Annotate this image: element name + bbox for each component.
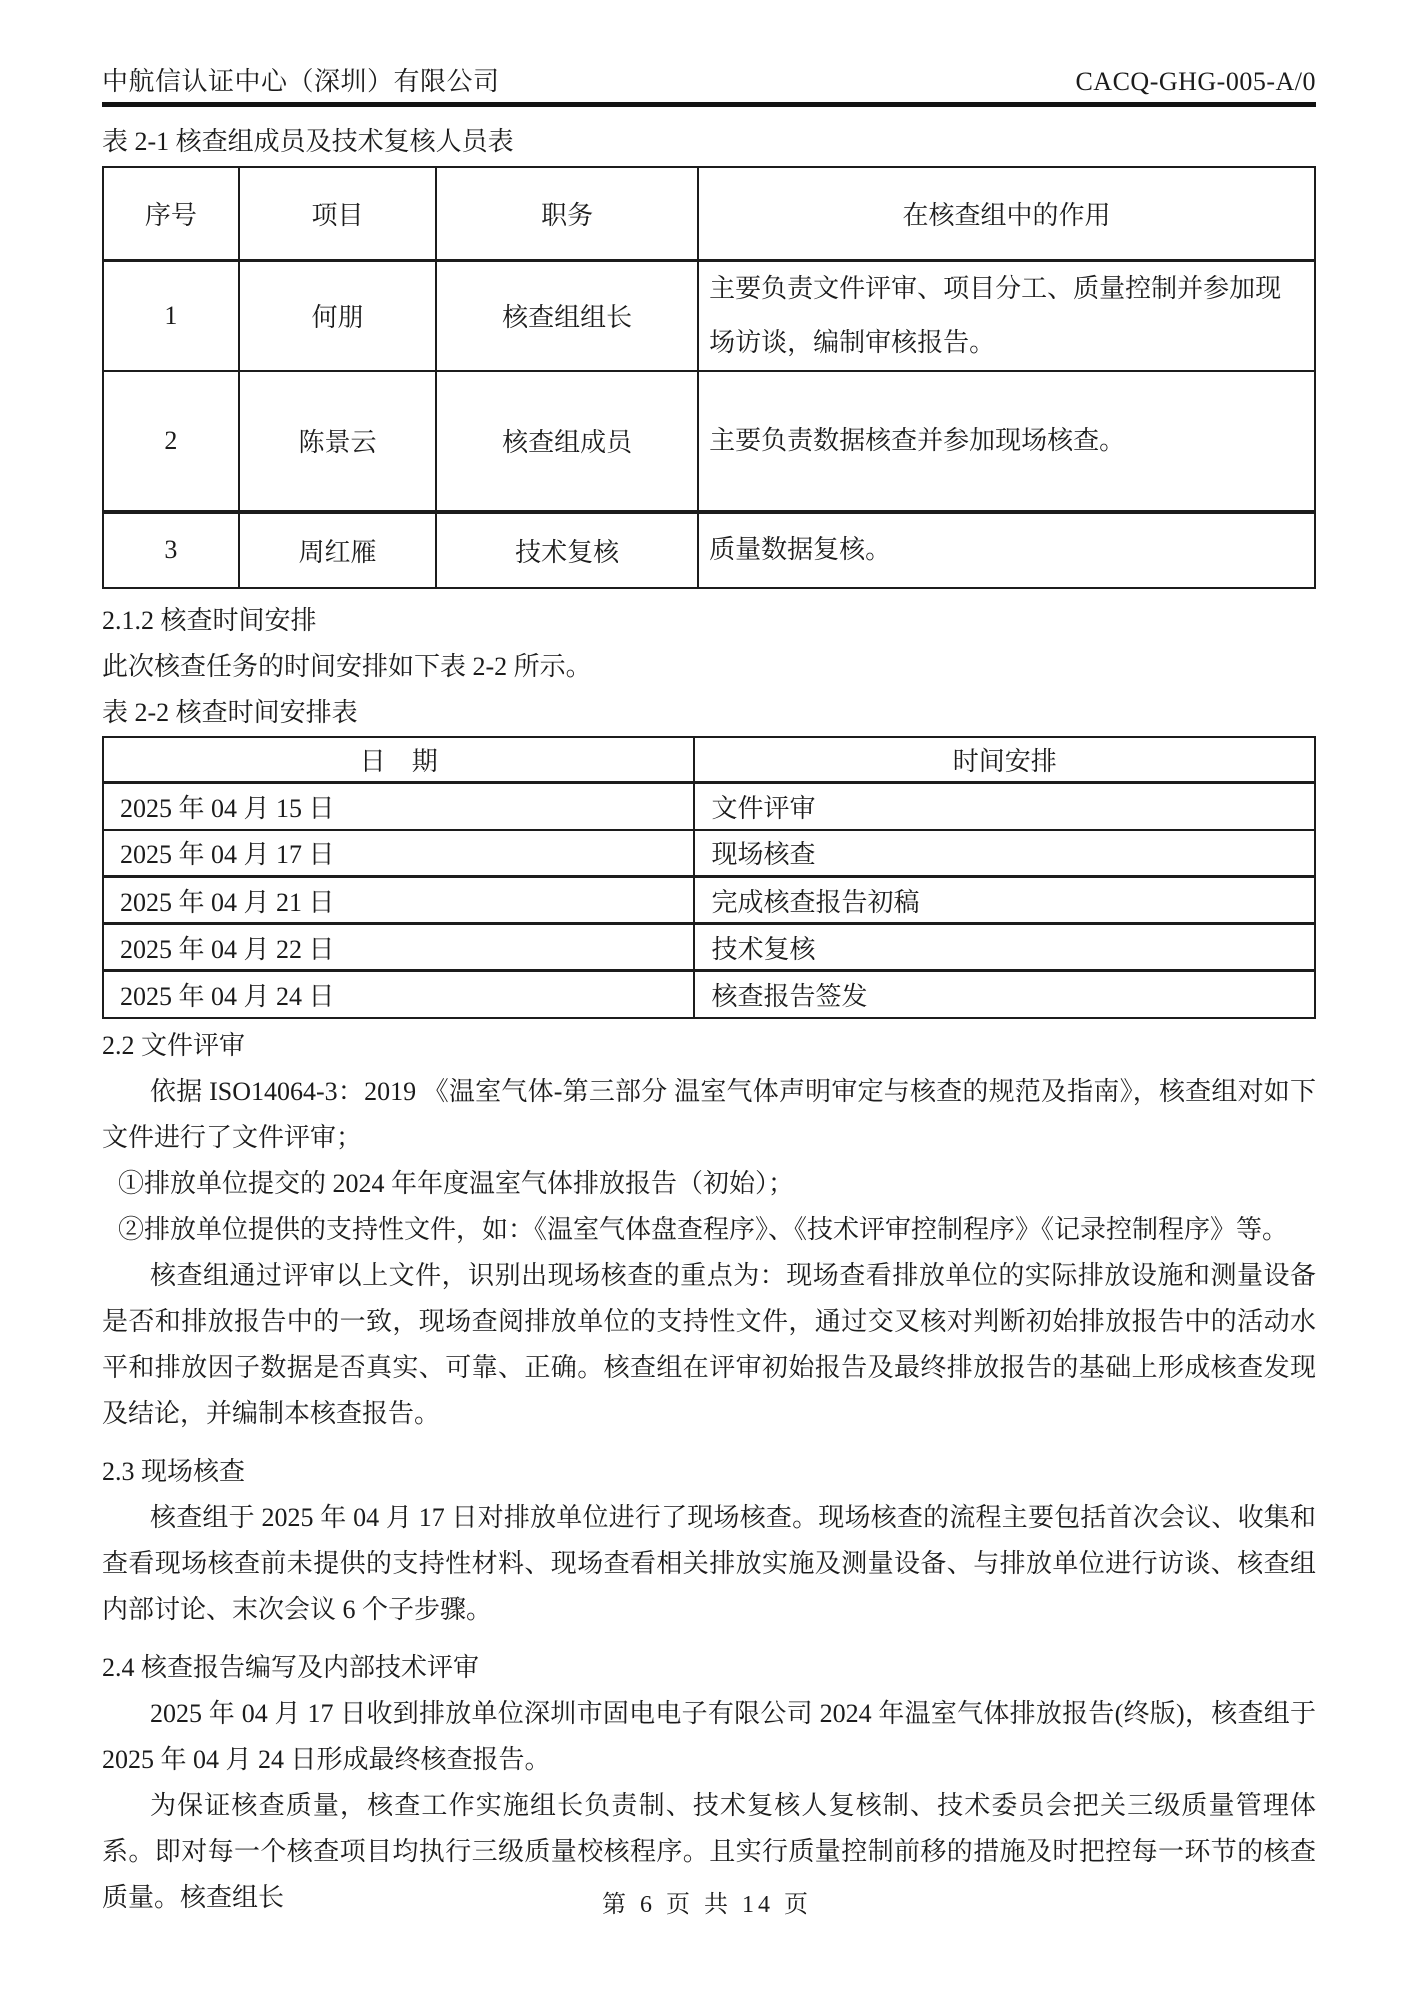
verification-team-table	[102, 166, 1316, 589]
member-role-cell: 质量数据复核。	[698, 512, 1315, 588]
member-name-cell: 陈景云	[239, 371, 437, 512]
section-heading-212: 2.1.2 核查时间安排	[102, 605, 317, 635]
table1-caption: 表 2-1 核查组成员及技术复核人员表	[102, 127, 514, 156]
date-cell: 2025 年 04 月 17 日	[103, 830, 694, 877]
member-role-cell: 主要负责文件评审、项目分工、质量控制并参加现场访谈，编制审核报告。	[698, 260, 1315, 371]
date-cell: 2025 年 04 月 21 日	[103, 877, 694, 924]
member-index-cell: 1	[103, 260, 239, 371]
paragraph-report-final: 2025 年 04 月 17 日收到排放单位深圳市固电电子有限公司 2024 年温室气体排放报告(终版)，核查组于 2025 年 04 月 24 日形成最终核查报告。	[102, 1698, 1316, 1774]
date-cell: 2025 年 04 月 22 日	[103, 924, 694, 971]
member-position-cell: 核查组组长	[436, 260, 698, 371]
paragraph-doc-review-result: 核查组通过评审以上文件，识别出现场核查的重点为：现场查看排放单位的实际排放设施和测量设备是否和排放报告中的一致，现场查阅排放单位的支持性文件，通过交叉核对判断初始排放报告中的活动水平和排放因子数据是否真实、可靠、正确。核查组在评审初始报告及最终排放报告的基础上形成核查发现及结论，并编制本核查报告。	[102, 1260, 1316, 1428]
paragraph-doc-item-1: ①排放单位提交的 2024 年年度温室气体排放报告（初始）；	[118, 1168, 795, 1198]
member-role-cell: 主要负责数据核查并参加现场核查。	[698, 371, 1315, 512]
activity-cell: 完成核查报告初稿	[694, 877, 1315, 924]
member-position-cell: 核查组成员	[436, 371, 698, 512]
page-number: 第 6 页 共 14 页	[602, 1892, 812, 1918]
table-row	[103, 830, 1315, 877]
table2-caption: 表 2-2 核查时间安排表	[102, 697, 358, 727]
column-header-activity: 时间安排	[694, 737, 1315, 783]
table-header-row	[103, 167, 1315, 260]
section-heading-24: 2.4 核查报告编写及内部技术评审	[102, 1652, 480, 1682]
section-heading-23: 2.3 现场核查	[102, 1456, 246, 1486]
company-name: 中航信认证中心（深圳）有限公司	[102, 67, 500, 96]
paragraph-quality-system: 为保证核查质量，核查工作实施组长负责制、技术复核人复核制、技术委员会把关三级质量管理体系。即对每一个核查项目均执行三级质量校核程序。且实行质量控制前移的措施及时把控每一环节的核查质量。核查组长	[102, 1790, 1316, 1912]
activity-cell: 现场核查	[694, 830, 1315, 877]
member-index-cell: 3	[103, 512, 239, 588]
paragraph-schedule-intro: 此次核查任务的时间安排如下表 2-2 所示。	[102, 651, 592, 681]
member-position-cell: 技术复核	[436, 512, 698, 588]
table-row	[103, 971, 1315, 1018]
table-row	[103, 512, 1315, 588]
document-header	[102, 66, 1316, 107]
member-name-cell: 周红雁	[239, 512, 437, 588]
section-heading-22: 2.2 文件评审	[102, 1030, 246, 1060]
table-row	[103, 371, 1315, 512]
column-header-position: 职务	[436, 167, 698, 260]
member-name-cell: 何朋	[239, 260, 437, 371]
member-index-cell: 2	[103, 371, 239, 512]
column-header-date: 日 期	[103, 737, 694, 783]
column-header-index: 序号	[103, 167, 239, 260]
page-content	[102, 0, 1316, 1921]
paragraph-doc-review-basis: 依据 ISO14064-3：2019 《温室气体-第三部分 温室气体声明审定与核查的规范及指南》，核查组对如下文件进行了文件评审；	[102, 1076, 1316, 1152]
schedule-table	[102, 736, 1316, 1019]
column-header-name: 项目	[239, 167, 437, 260]
doc-code: CACQ-GHG-005-A/0	[1075, 67, 1316, 96]
table-row	[103, 783, 1315, 830]
activity-cell: 技术复核	[694, 924, 1315, 971]
paragraph-doc-item-2: ②排放单位提供的支持性文件，如：《温室气体盘查程序》、《技术评审控制程序》《记录控制程序》等。	[118, 1214, 1289, 1244]
column-header-role: 在核查组中的作用	[698, 167, 1315, 260]
date-cell: 2025 年 04 月 24 日	[103, 971, 694, 1018]
table-row	[103, 877, 1315, 924]
table-row	[103, 924, 1315, 971]
activity-cell: 核查报告签发	[694, 971, 1315, 1018]
table-row	[103, 260, 1315, 371]
activity-cell: 文件评审	[694, 783, 1315, 830]
paragraph-site-visit: 核查组于 2025 年 04 月 17 日对排放单位进行了现场核查。现场核查的流程主要包括首次会议、收集和查看现场核查前未提供的支持性材料、现场查看相关排放实施及测量设备、与排放单位进行访谈、核查组内部讨论、末次会议 6 个子步骤。	[102, 1502, 1316, 1624]
date-cell: 2025 年 04 月 15 日	[103, 783, 694, 830]
table-header-row	[103, 737, 1315, 783]
